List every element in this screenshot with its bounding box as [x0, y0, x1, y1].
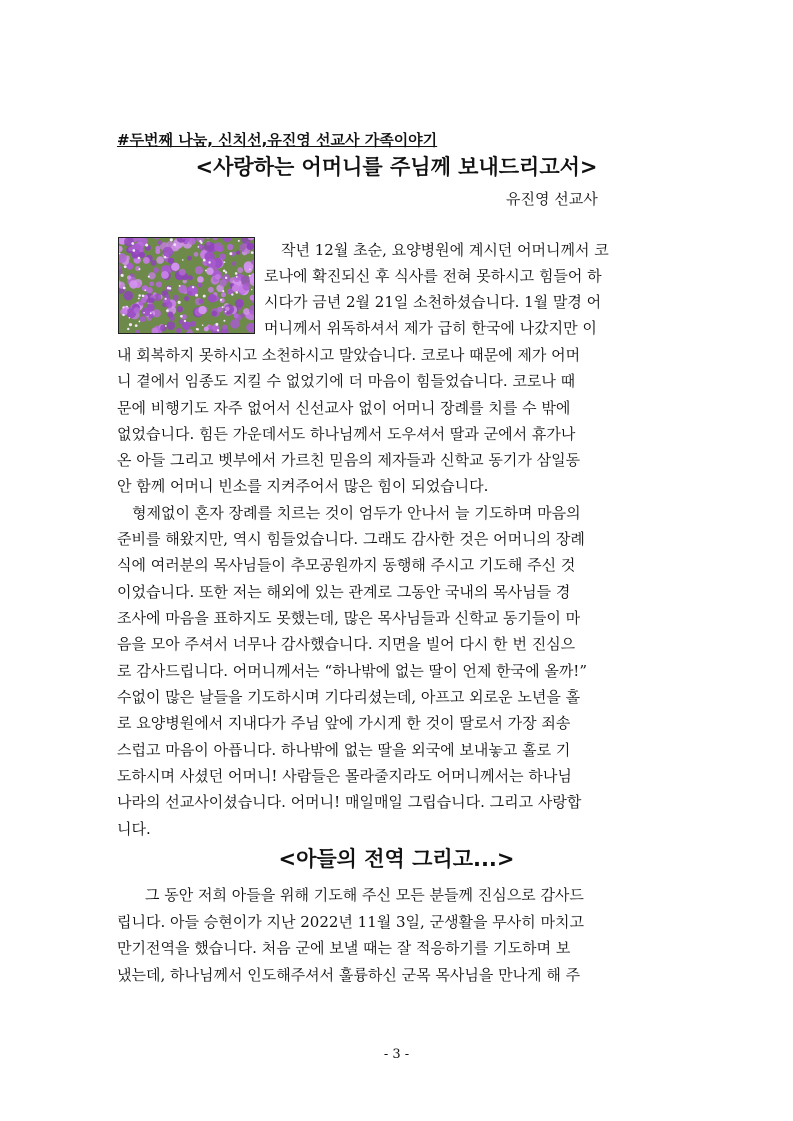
article-line: 나라의 선교사이셨습니다. 어머니! 매일매일 그립습니다. 그리고 사랑합	[117, 793, 582, 811]
article-line: 문에 비행기도 자주 없어서 신선교사 없이 어머니 장례를 치를 수 밖에	[117, 399, 571, 417]
page-number: - 3 -	[383, 1047, 410, 1062]
article-line: 립니다. 아들 승현이가 지난 2022년 11월 3일, 군생활을 무사히 마치고	[117, 913, 585, 931]
article-line: 내 회복하지 못하시고 소천하시고 말았습니다. 코로나 때문에 제가 어머	[117, 346, 581, 364]
article-line: 작년 12월 초순, 요양병원에 계시던 어머니께서 코	[281, 241, 609, 259]
article-line: 준비를 해왔지만, 역시 힘들었습니다. 그래도 감사한 것은 어머니의 장례	[117, 530, 585, 548]
article-line: 머니께서 위독하셔서 제가 급히 한국에 나갔지만 이	[264, 319, 597, 337]
article-line: 식에 여러분의 목사님들이 추모공원까지 동행해 주시고 기도해 주신 것	[117, 556, 576, 574]
section-subtitle: <아들의 전역 그리고...>	[278, 847, 515, 871]
author-name: 유진영 선교사	[506, 190, 598, 208]
article-line: 조사에 마음을 표하지도 못했는데, 많은 목사님들과 신학교 동기들이 마	[117, 609, 581, 627]
article-line: 안 함께 어머니 빈소를 지켜주어서 많은 힘이 되었습니다.	[117, 477, 489, 495]
article-line: 로나에 확진되신 후 식사를 전혀 못하시고 힘들어 하	[264, 267, 602, 285]
article-line: 만기전역을 했습니다. 처음 군에 보낼 때는 잘 적응하기를 기도하며 보	[117, 939, 571, 957]
article-line: 수없이 많은 날들을 기도하시며 기다리셨는데, 아프고 외로운 노년을 홀	[117, 688, 581, 706]
article-line: 음을 모아 주셔서 너무나 감사했습니다. 지면을 빌어 다시 한 번 진심으	[117, 635, 576, 653]
article-line: 스럽고 마음이 아픕니다. 하나밖에 없는 딸을 외국에 보내놓고 홀로 기	[117, 741, 571, 759]
article-line: 니다.	[117, 820, 151, 838]
article-line: 냈는데, 하나님께서 인도해주셔서 훌륭하신 군목 목사님을 만나게 해 주	[117, 966, 581, 984]
article-line: 로 요양병원에서 지내다가 주님 앞에 가시게 한 것이 딸로서 가장 죄송	[117, 714, 571, 732]
article-line: 형제없이 혼자 장례를 치르는 것이 엄두가 안나서 늘 기도하며 마음의	[132, 504, 581, 522]
article-line: 니 곁에서 임종도 지킬 수 없었기에 더 마음이 힘들었습니다. 코로나 때	[117, 372, 576, 390]
article-line: 도하시며 사셨던 어머니! 사람들은 몰라줄지라도 어머니께서는 하나님	[117, 767, 572, 785]
article-line: 시다가 금년 2월 21일 소천하셨습니다. 1월 말경 어	[264, 293, 602, 311]
article-line: 이었습니다. 또한 저는 해외에 있는 관계로 그동안 국내의 목사님들 경	[117, 583, 571, 601]
flower-photo	[118, 237, 255, 334]
section-tag: #두번째 나눔, 신치선,유진영 선교사 가족이야기	[117, 131, 438, 149]
flower-photo-image	[119, 238, 254, 333]
article-line: 온 아들 그리고 벳부에서 가르친 믿음의 제자들과 신학교 동기가 삼일동	[117, 451, 581, 469]
article-line: 없었습니다. 힘든 가운데서도 하나님께서 도우셔서 딸과 군에서 휴가나	[117, 425, 576, 443]
page-title: <사랑하는 어머니를 주님께 보내드리고서>	[195, 155, 598, 179]
article-line: 로 감사드립니다. 어머니께서는 “하나밖에 없는 딸이 언제 한국에 올까!”	[117, 662, 588, 680]
article-line: 그 동안 저희 아들을 위해 기도해 주신 모든 분들께 진심으로 감사드	[145, 886, 584, 904]
